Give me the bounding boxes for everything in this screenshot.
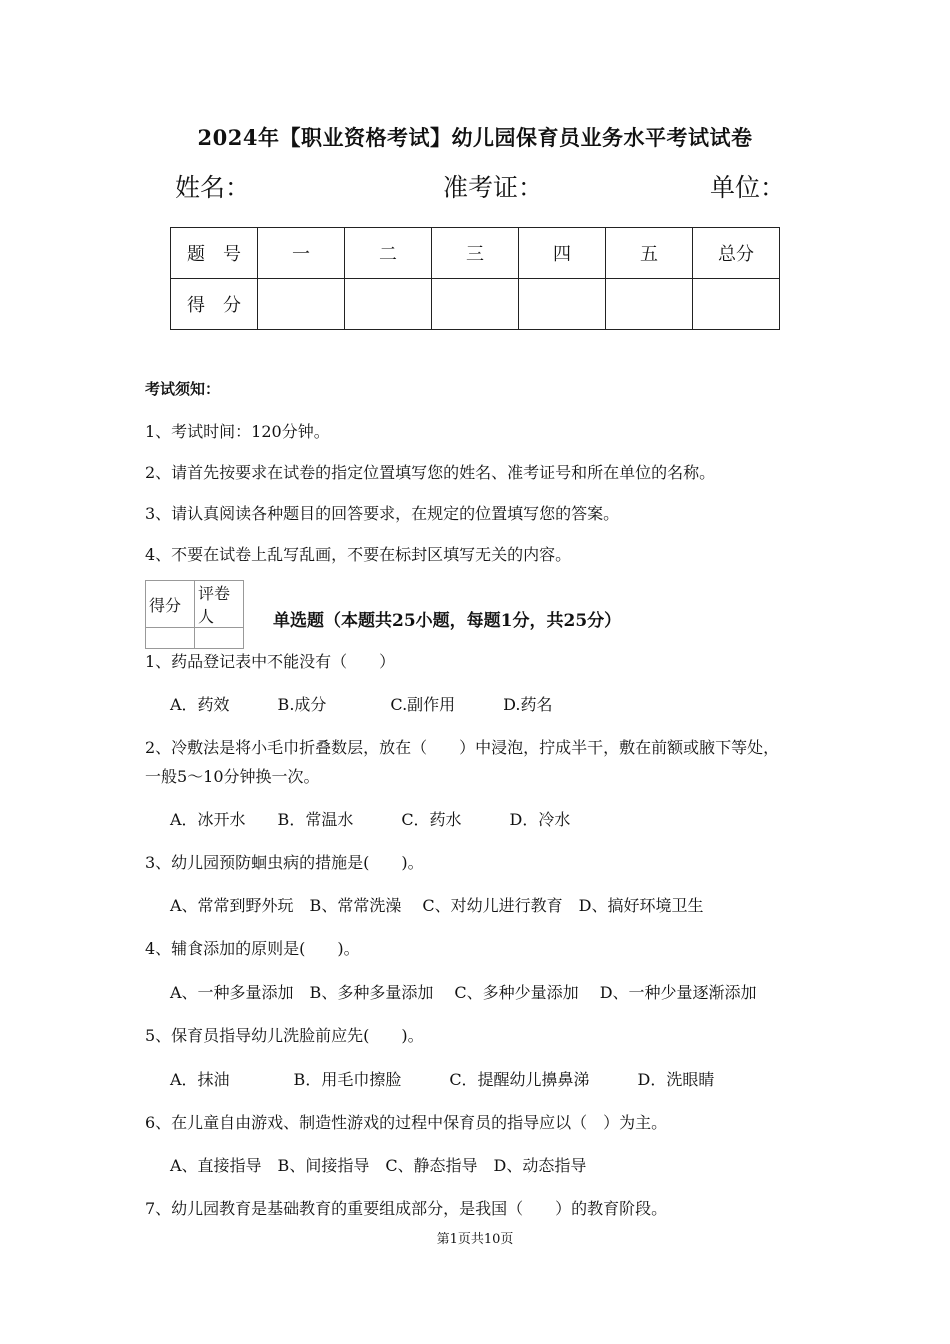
question-options: A、直接指导 B、间接指导 C、静态指导 D、动态指导 [170,1156,587,1175]
score-input-cell[interactable] [258,279,345,330]
score-input-cell[interactable] [519,279,606,330]
question-options: A、一种多量添加 B、多种多量添加 C、多种少量添加 D、一种少量逐渐添加 [170,983,757,1002]
notice-item: 4、不要在试卷上乱写乱画，不要在标封区填写无关的内容。 [145,545,572,564]
question-stem: 6、在儿童自由游戏、制造性游戏的过程中保育员的指导应以（ ）为主。 [145,1113,668,1132]
question-options: A．抹油 B．用毛巾擦脸 C．提醒幼儿擤鼻涕 D．洗眼睛 [170,1070,715,1089]
page-footer: 第1页共10页 [436,1232,514,1247]
exam-title: 2024年【职业资格考试】幼儿园保育员业务水平考试试卷 [197,125,753,150]
question-options: A．药效 B.成分 C.副作用 D.药名 [170,695,553,714]
score-header-cell: 四 [519,228,606,279]
grader-name-label: 评卷人 [195,581,244,628]
grader-name-cell[interactable] [195,628,244,649]
question-stem: 4、辅食添加的原则是( )。 [145,939,360,958]
score-row-label: 得 分 [171,279,258,330]
question-stem-continued: 一般5～10分钟换一次。 [145,767,320,786]
question-stem: 3、幼儿园预防蛔虫病的措施是( )。 [145,853,424,872]
question-options: A．冰开水 B．常温水 C．药水 D．冷水 [170,810,571,829]
score-input-cell[interactable] [432,279,519,330]
question-options: A、常常到野外玩 B、常常洗澡 C、对幼儿进行教育 D、搞好环境卫生 [170,896,704,915]
question-stem: 7、幼儿园教育是基础教育的重要组成部分，是我国（ ）的教育阶段。 [145,1199,668,1218]
score-table [170,227,780,330]
score-input-cell[interactable] [606,279,693,330]
notice-item: 2、请首先按要求在试卷的指定位置填写您的姓名、准考证号和所在单位的名称。 [145,463,716,482]
score-table-header-row [171,228,780,279]
question-stem: 5、保育员指导幼儿洗脸前应先( )。 [145,1026,424,1045]
score-input-cell[interactable] [345,279,432,330]
grader-score-cell[interactable] [146,628,195,649]
notice-item: 1、考试时间：120分钟。 [145,422,330,441]
grader-score-label: 得分 [146,581,195,628]
score-header-cell: 一 [258,228,345,279]
score-header-cell: 五 [606,228,693,279]
unit-label: 单位： [710,173,786,202]
notice-item: 3、请认真阅读各种题目的回答要求，在规定的位置填写您的答案。 [145,504,620,523]
notice-heading: 考试须知： [145,380,221,398]
grader-box [145,580,244,649]
exam-id-label: 准考证： [443,173,544,202]
score-header-cell: 题 号 [171,228,258,279]
score-header-cell: 二 [345,228,432,279]
score-table-score-row [171,279,780,330]
score-header-cell: 总分 [693,228,780,279]
name-label: 姓名： [175,173,251,202]
score-input-cell[interactable] [693,279,780,330]
score-header-cell: 三 [432,228,519,279]
section-title: 单选题（本题共25小题，每题1分，共25分） [273,611,622,631]
question-stem: 2、冷敷法是将小毛巾折叠数层，放在（ ）中浸泡，拧成半干，敷在前额或腋下等处， [145,738,780,757]
question-stem: 1、药品登记表中不能没有（ ） [145,652,396,671]
